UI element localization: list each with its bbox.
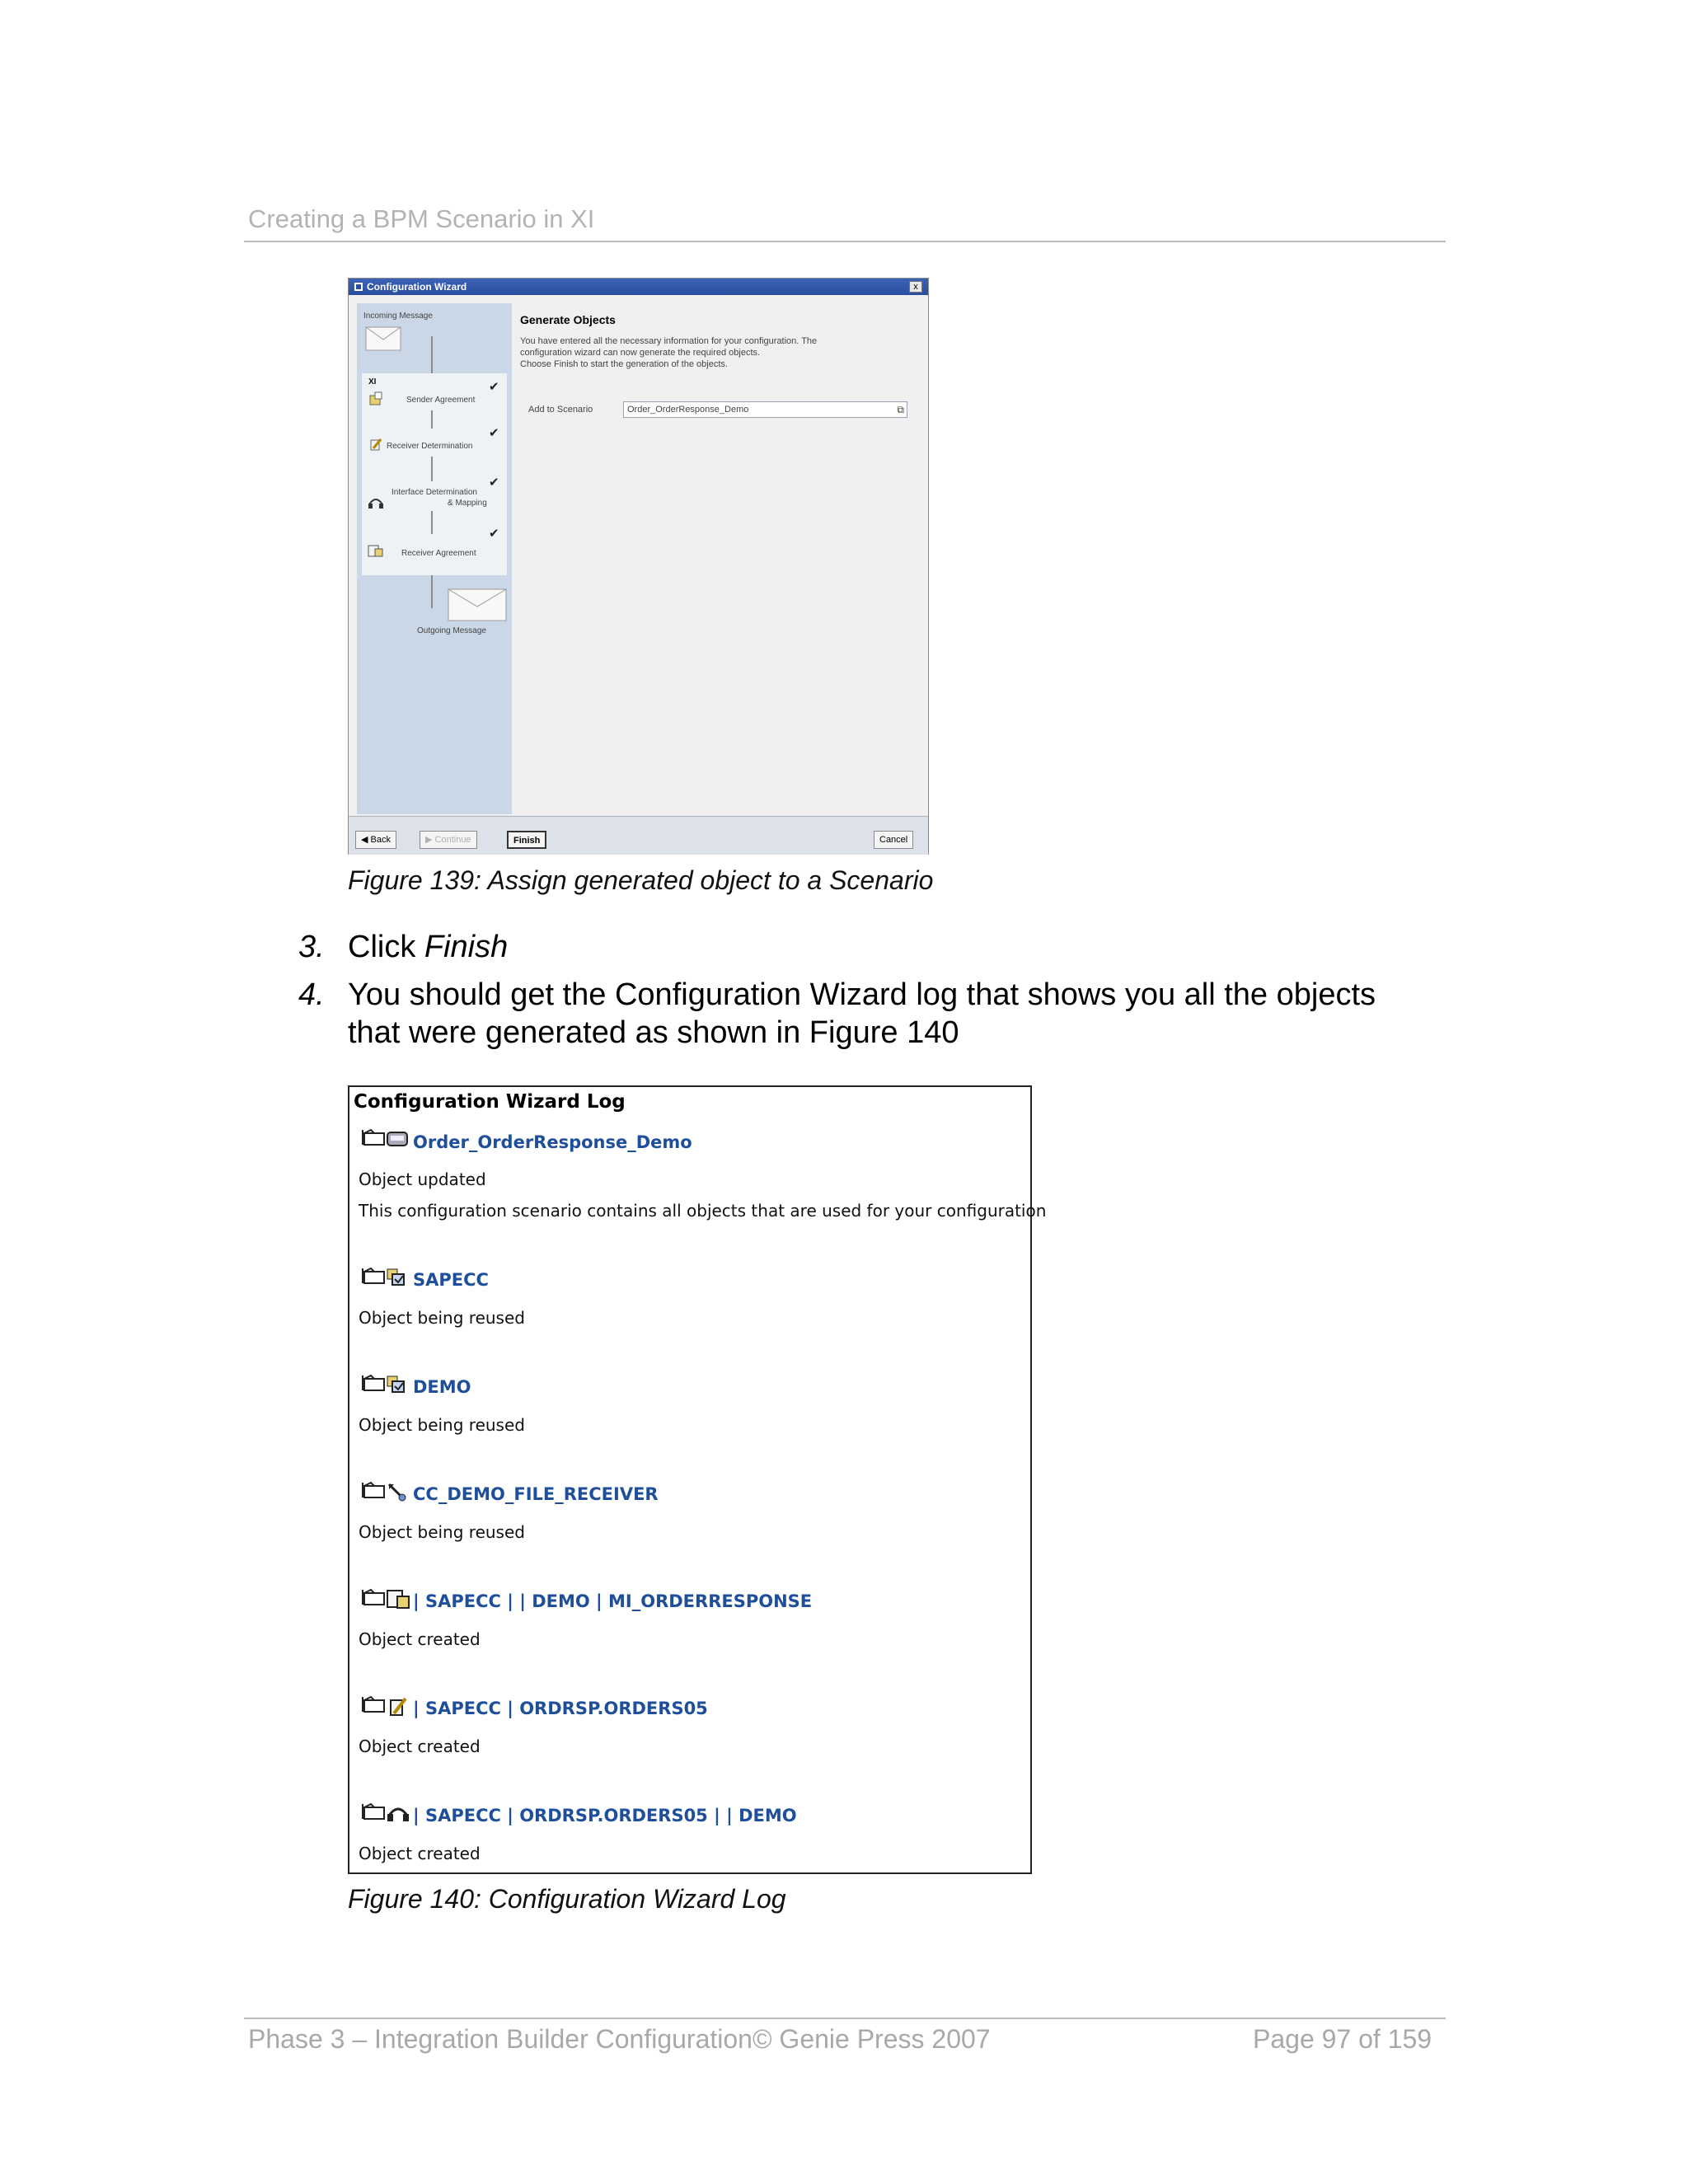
- flow-line: [431, 575, 433, 608]
- log-entry-status: Object being reused: [359, 1522, 525, 1542]
- step-number: 4.: [298, 977, 325, 1012]
- check-icon: ✔: [489, 527, 499, 541]
- log-entry-link[interactable]: DEMO: [413, 1377, 471, 1397]
- scenario-icon: [361, 1128, 410, 1148]
- outgoing-message-label: Outgoing Message: [417, 626, 486, 635]
- wizard-description-line: Choose Finish to start the generation of the objects.: [520, 359, 728, 369]
- header-rule: [244, 241, 1446, 242]
- page-number: Page 97 of 159: [1253, 2024, 1432, 2054]
- wizard-title: Configuration Wizard: [367, 281, 467, 293]
- log-entry-link[interactable]: | SAPECC | ORDRSP.ORDERS05 | | DEMO: [413, 1806, 797, 1825]
- step-4-line-2: that were generated as shown in Figure 140: [348, 1015, 959, 1050]
- continue-button[interactable]: [420, 831, 477, 849]
- step-4-line-1: You should get the Configuration Wizard log that shows you all the objects: [348, 977, 1376, 1012]
- add-to-scenario-label: Add to Scenario: [528, 405, 593, 415]
- step-3-emphasis: Finish: [424, 930, 509, 964]
- configuration-wizard-window: [348, 278, 929, 855]
- log-entry-status: Object being reused: [359, 1308, 525, 1328]
- close-button[interactable]: x: [909, 281, 922, 293]
- flow-line: [431, 457, 433, 481]
- configuration-wizard-log: [348, 1085, 1047, 1874]
- log-entry-note: This configuration scenario contains all objects that are used for your configuration: [359, 1201, 1047, 1221]
- running-header: Creating a BPM Scenario in XI: [248, 204, 595, 233]
- wizard-heading: Generate Objects: [520, 313, 616, 326]
- wizard-step-navigator: [357, 303, 512, 814]
- check-icon: ✔: [489, 380, 499, 394]
- log-entry-link[interactable]: SAPECC: [413, 1270, 489, 1290]
- scenario-select-value: Order_OrderResponse_Demo: [627, 405, 749, 415]
- envelope-icon: [365, 326, 401, 351]
- step-number: 3.: [298, 930, 325, 964]
- receiver-determination-icon: [368, 437, 383, 452]
- back-arrow-icon: ◀: [361, 835, 371, 845]
- wizard-description-line: You have entered all the necessary information for your configuration. The: [520, 336, 818, 346]
- agreement-icon: [361, 1588, 414, 1611]
- xi-label: XI: [368, 377, 377, 387]
- figure-139-caption: Figure 139: Assign generated object to a Scenario: [348, 865, 934, 895]
- determination-icon: [361, 1695, 414, 1718]
- envelope-icon: [448, 588, 507, 621]
- check-icon: ✔: [489, 426, 499, 440]
- interface-icon: [361, 1802, 414, 1825]
- footer-rule: [244, 2018, 1446, 2019]
- app-icon: [354, 282, 363, 292]
- step-3-prefix: Click: [348, 930, 424, 964]
- interface-determination-label: Interface Determination: [392, 488, 477, 497]
- footer-left: Phase 3 – Integration Builder Configuration© Genie Press 2007: [248, 2024, 991, 2054]
- log-entry-status: Object created: [359, 1844, 481, 1863]
- log-entry-link[interactable]: | SAPECC | ORDRSP.ORDERS05: [413, 1699, 708, 1718]
- wizard-footer: [349, 816, 928, 855]
- mapping-label: & Mapping: [448, 499, 487, 508]
- figure-140-caption: Figure 140: Configuration Wizard Log: [348, 1884, 786, 1914]
- log-entry-status: Object created: [359, 1736, 481, 1756]
- finish-button[interactable]: Finish: [507, 831, 546, 849]
- log-entry-link[interactable]: Order_OrderResponse_Demo: [413, 1132, 692, 1152]
- receiver-agreement-label: Receiver Agreement: [401, 549, 476, 558]
- channel-icon: [361, 1481, 410, 1502]
- wizard-description-line: configuration wizard can now generate the required objects.: [520, 348, 761, 358]
- log-title: Configuration Wizard Log: [354, 1091, 626, 1113]
- log-entry-status: Object updated: [359, 1169, 486, 1189]
- scenario-select[interactable]: [623, 401, 907, 418]
- step-3-text: [348, 930, 508, 965]
- receiver-agreement-icon: [367, 542, 385, 559]
- cancel-button[interactable]: Cancel: [874, 831, 913, 849]
- log-entry-status: Object created: [359, 1629, 481, 1649]
- wizard-titlebar: [349, 279, 928, 295]
- back-button-label: Back: [370, 835, 391, 845]
- receiver-determination-label: Receiver Determination: [387, 442, 473, 451]
- check-icon: ✔: [489, 476, 499, 490]
- log-entry-status: Object being reused: [359, 1415, 525, 1435]
- party-icon: [361, 1374, 410, 1395]
- party-icon: [361, 1267, 410, 1288]
- log-entry-link[interactable]: CC_DEMO_FILE_RECEIVER: [413, 1484, 659, 1504]
- flow-line: [431, 511, 433, 534]
- value-help-icon[interactable]: ⧉: [897, 404, 904, 415]
- sender-agreement-label: Sender Agreement: [406, 396, 476, 405]
- flow-line: [431, 410, 433, 429]
- continue-button-label: Continue: [434, 835, 471, 845]
- incoming-message-label: Incoming Message: [363, 312, 433, 321]
- log-entry-link[interactable]: | SAPECC | | DEMO | MI_ORDERRESPONSE: [413, 1591, 813, 1611]
- sender-agreement-icon: [368, 391, 383, 406]
- interface-determination-icon: [367, 494, 385, 509]
- forward-arrow-icon: ▶: [425, 835, 435, 845]
- back-button[interactable]: [355, 831, 396, 849]
